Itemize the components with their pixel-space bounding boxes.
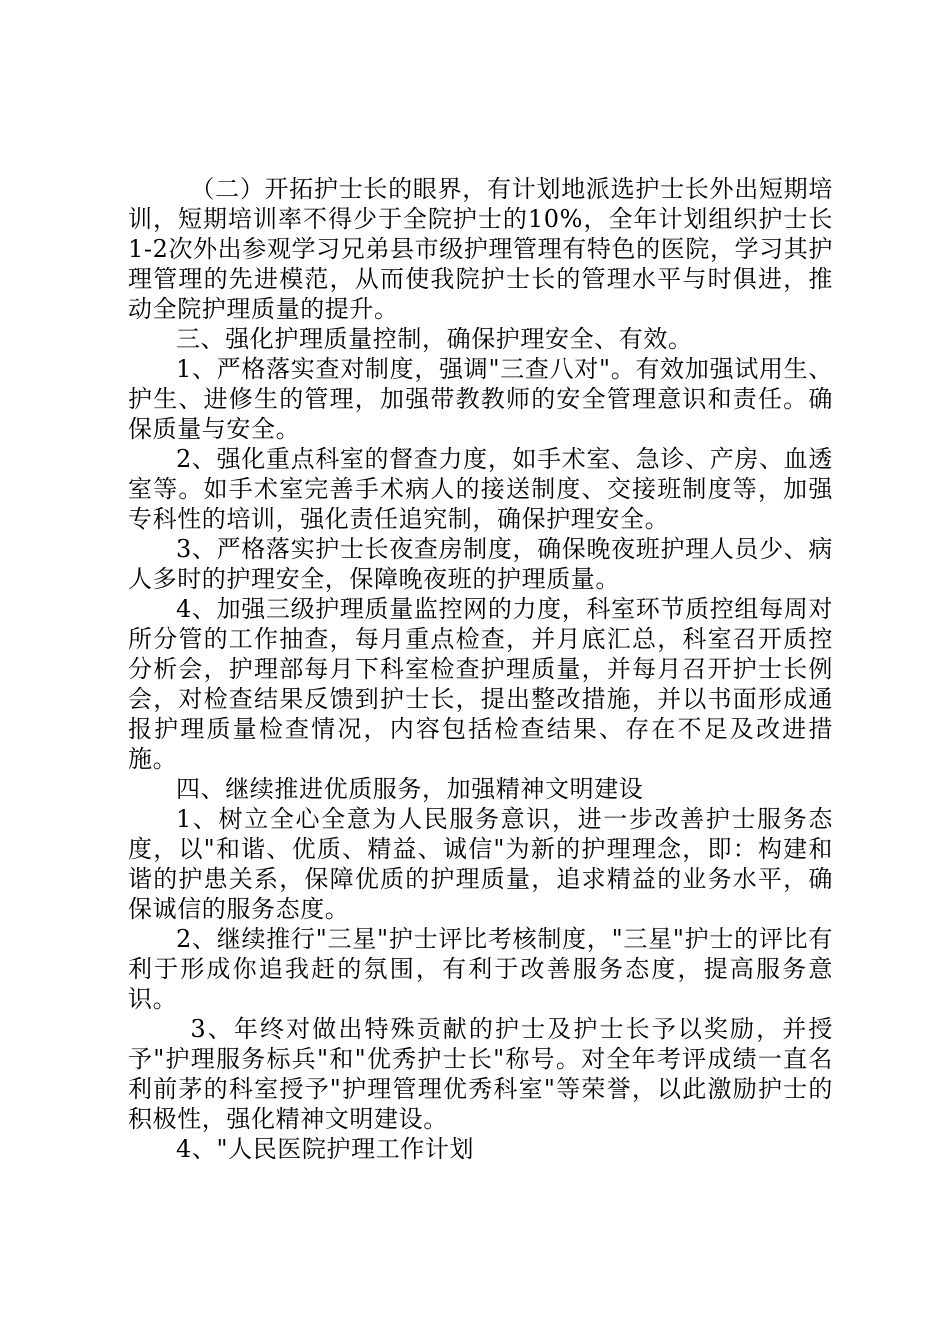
paragraph-three-star: 2、继续推行"三星"护士评比考核制度，"三星"护士的评比有利于形成你追我赶的氛围，有利于改善服务态度，提高服务意识。 bbox=[128, 925, 833, 1013]
paragraph-key-departments: 2、强化重点科室的督查力度，如手术室、急诊、产房、血透室等。如手术室完善手术病人的接送制度、交接班制度等，加强专科性的培训，强化责任追究制，确保护理安全。 bbox=[128, 445, 833, 533]
paragraph-service-awareness: 1、树立全心全意为人民服务意识，进一步改善护士服务态度，以"和谐、优质、精益、诚信"为新的护理理念，即：构建和谐的护患关系，保障优质的护理质量，追求精益的业务水平，确保诚信的服务态度。 bbox=[128, 805, 833, 923]
paragraph-work-plan: 4、"人民医院护理工作计划 bbox=[176, 1135, 475, 1163]
section-heading-quality-service: 四、继续推进优质服务，加强精神文明建设 bbox=[176, 775, 644, 803]
section-heading-quality-control: 三、强化护理质量控制，确保护理安全、有效。 bbox=[176, 325, 693, 353]
paragraph-year-end-awards: 3、年终对做出特殊贡献的护士及护士长予以奖励，并授予"护理服务标兵"和"优秀护士长"称号。对全年考评成绩一直名利前茅的科室授予"护理管理优秀科室"等荣誉，以此激励护士的积极性，强化精神文明建设。 bbox=[128, 1015, 833, 1133]
document-body bbox=[128, 174, 833, 1164]
paragraph-monitoring-network: 4、加强三级护理质量监控网的力度，科室环节质控组每周对所分管的工作抽查，每月重点检查，并月底汇总，科室召开质控分析会，护理部每月下科室检查护理质量，并每月召开护士长例会，对检查结果反馈到护士长，提出整改措施，并以书面形成通报护理质量检查情况，内容包括检查结果、存在不足及改进措施。 bbox=[128, 595, 833, 773]
paragraph-night-rounds: 3、严格落实护士长夜查房制度，确保晚夜班护理人员少、病人多时的护理安全，保障晚夜班的护理质量。 bbox=[128, 535, 833, 593]
paragraph-training: （二）开拓护士长的眼界，有计划地派选护士长外出短期培训，短期培训率不得少于全院护士的10%，全年计划组织护士长1-2次外出参观学习兄弟县市级护理管理有特色的医院，学习其护理管理的先进模范，从而使我院护士长的管理水平与时俱进，推动全院护理质量的提升。 bbox=[128, 175, 833, 323]
paragraph-check-system: 1、严格落实查对制度，强调"三查八对"。有效加强试用生、护生、进修生的管理，加强带教教师的安全管理意识和责任。确保质量与安全。 bbox=[128, 355, 833, 443]
